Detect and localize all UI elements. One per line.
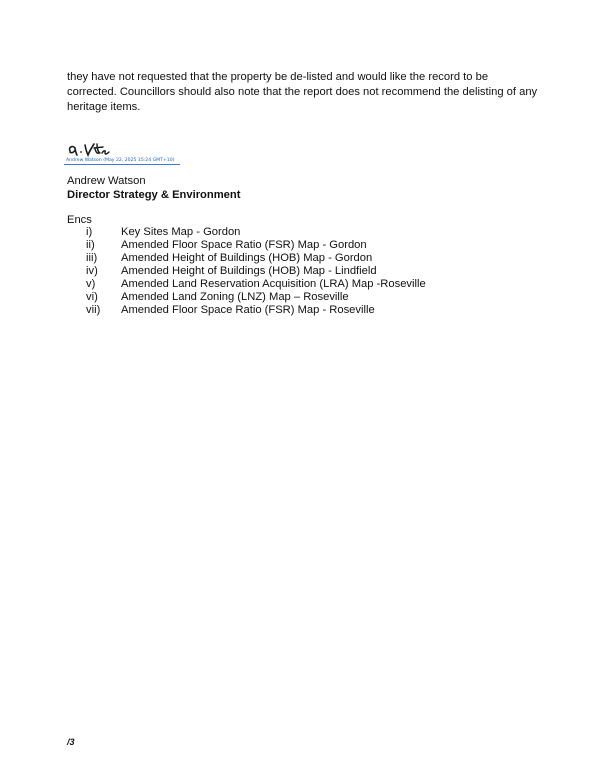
- paragraph-line: corrected. Councillors should also note that the report does not recommend the delisting of any: [67, 86, 538, 98]
- enclosure-title: Amended Height of Buildings (HOB) Map - Lindfield: [121, 265, 377, 277]
- enclosure-item: [0, 265, 605, 278]
- enclosure-title: Key Sites Map - Gordon: [121, 226, 241, 238]
- enclosure-number: i): [86, 226, 93, 238]
- enclosure-title: Amended Height of Buildings (HOB) Map - Gordon: [121, 252, 373, 264]
- enclosure-item: [0, 278, 605, 291]
- handwritten-signature: [64, 141, 144, 159]
- enclosure-number: ii): [86, 239, 95, 251]
- enclosures-heading: Encs: [67, 214, 92, 226]
- signatory-title: Director Strategy & Environment: [67, 189, 241, 201]
- enclosures-list: [0, 226, 605, 317]
- signature-line: [64, 164, 180, 165]
- enclosure-number: vii): [86, 304, 101, 316]
- signature-block: [64, 141, 184, 167]
- enclosure-title: Amended Floor Space Ratio (FSR) Map - Gordon: [121, 239, 367, 251]
- enclosure-item: [0, 304, 605, 317]
- enclosure-number: vi): [86, 291, 98, 303]
- enclosure-item: [0, 239, 605, 252]
- enclosure-number: v): [86, 278, 96, 290]
- enclosure-item: [0, 252, 605, 265]
- signature-stamp: Andrew Watson (May 22, 2025 15:24 GMT+10): [66, 158, 175, 163]
- paragraph-line: they have not requested that the property be de-listed and would like the record to be: [67, 71, 489, 83]
- enclosure-number: iv): [86, 265, 98, 277]
- enclosure-number: iii): [86, 252, 98, 264]
- enclosure-title: Amended Land Zoning (LNZ) Map – Roseville: [121, 291, 349, 303]
- enclosure-title: Amended Land Reservation Acquisition (LRA) Map -Roseville: [121, 278, 426, 290]
- paragraph-line: heritage items.: [67, 101, 141, 113]
- body-paragraph: [67, 70, 567, 115]
- signatory-name: Andrew Watson: [67, 175, 146, 187]
- page-number: /3: [67, 737, 75, 747]
- enclosure-item: [0, 291, 605, 304]
- enclosure-title: Amended Floor Space Ratio (FSR) Map - Roseville: [121, 304, 375, 316]
- enclosure-item: [0, 226, 605, 239]
